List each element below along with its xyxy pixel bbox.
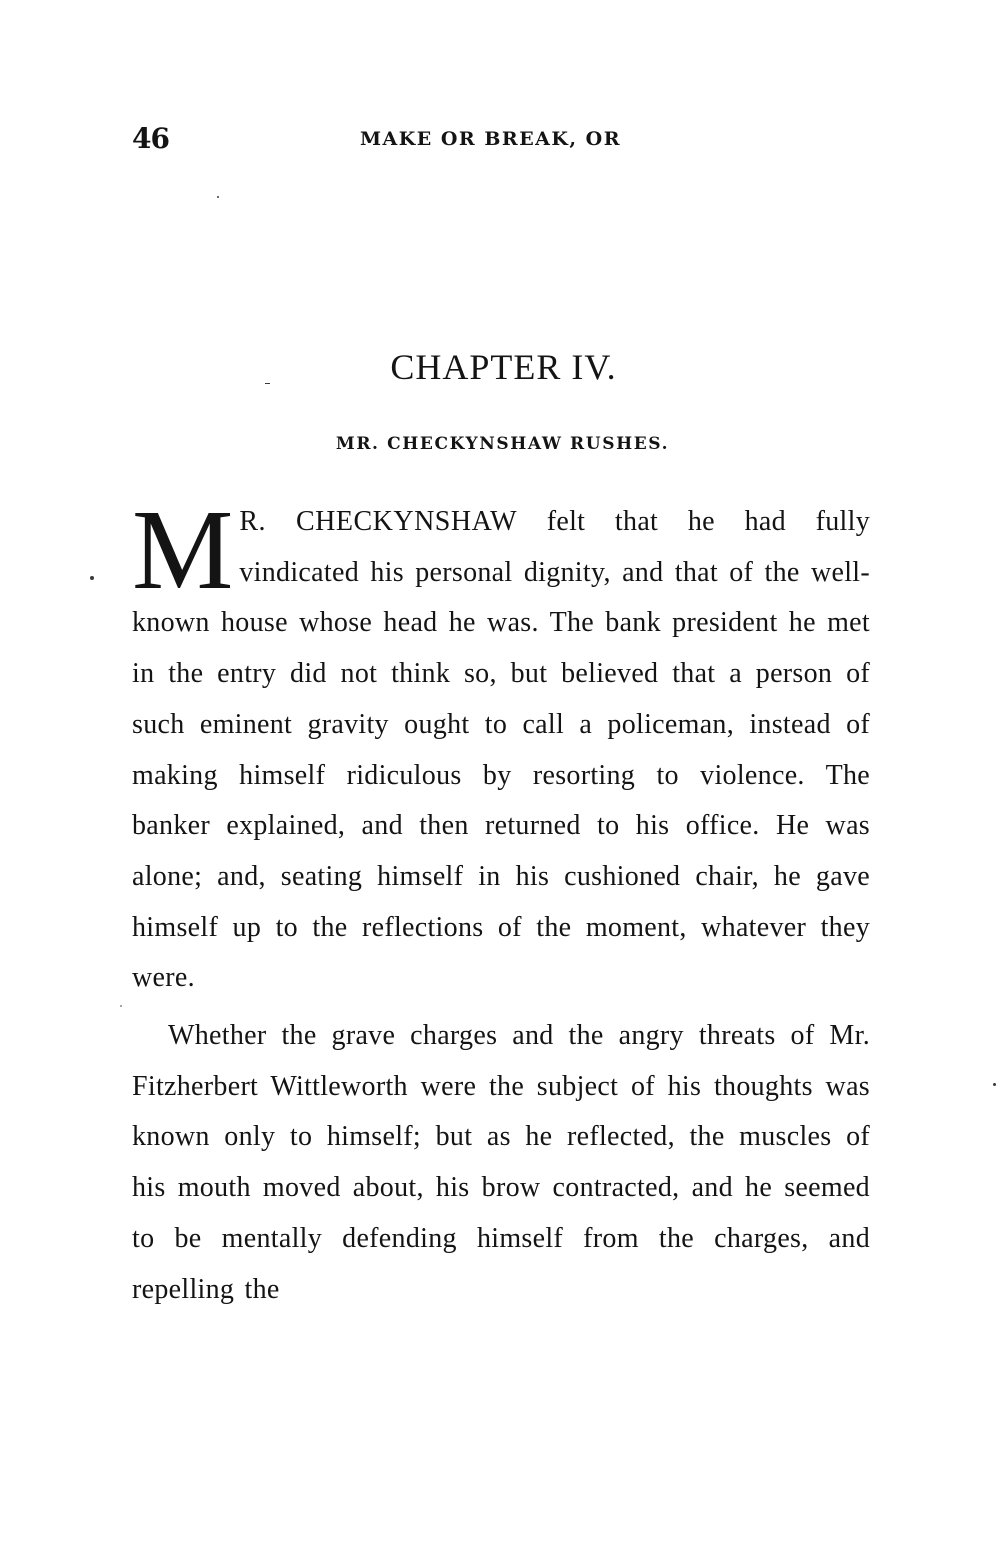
lead-in: R. CHECKYNSHAW xyxy=(239,506,517,537)
print-speck xyxy=(90,576,94,580)
running-head xyxy=(132,122,868,158)
paragraph: Whether the grave charges and the angry threats of Mr. Fitzherbert Wittleworth were the subject of his thoughts was known only to himself; but as he reflected, the muscles of his mouth moved about, his brow contracted, and he seemed to be mentally defending himself from the charges, and repelling the xyxy=(132,1020,870,1305)
chapter-subtitle: MR. CHECKYNSHAW RUSHES. xyxy=(335,434,670,454)
running-title: MAKE OR BREAK, OR xyxy=(360,128,621,150)
print-speck xyxy=(265,383,270,384)
print-speck xyxy=(993,1083,996,1086)
page-number: 46 xyxy=(132,122,169,155)
paragraph xyxy=(132,486,870,1004)
chapter-title: CHAPTER IV. xyxy=(390,347,617,387)
body-text xyxy=(132,486,870,1315)
paragraph-text: felt that he had fully vindicated his personal dignity, and that of the well-known house whose head he was. The bank president he met in the entry did not think so, but believed that a person of such eminent gravity ought to call a policeman, instead of making himself ridiculous by resorting to violence. The banker explained, and then returned to his office. He was alone; and, seating himself in his cushioned chair, he gave himself up to the reflections of the moment, whatever they were. xyxy=(132,506,870,994)
print-speck xyxy=(217,196,219,198)
drop-cap: M xyxy=(132,486,232,613)
print-speck xyxy=(120,1005,122,1007)
